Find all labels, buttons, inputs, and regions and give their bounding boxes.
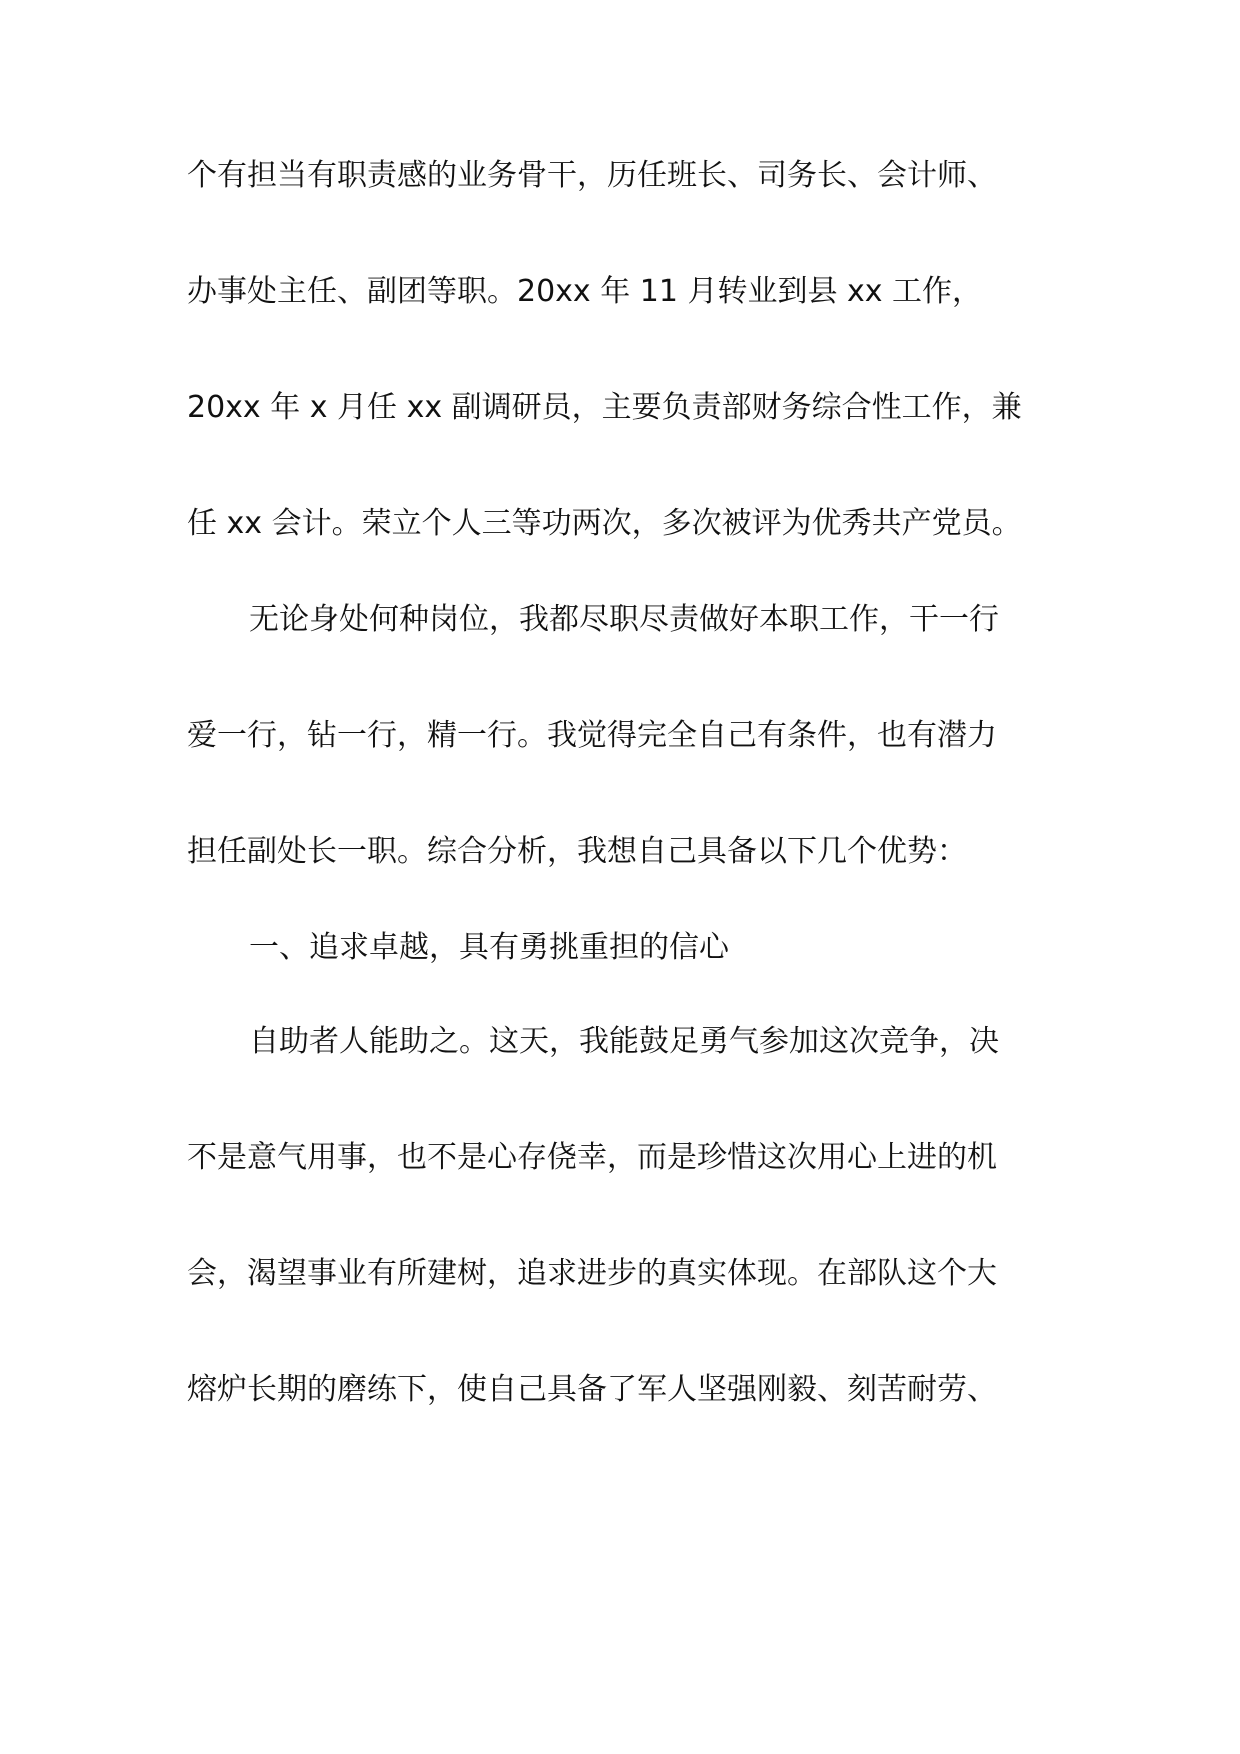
text-line: 个有担当有职责感的业务骨干，历任班长、司务长、会计师、 <box>187 158 997 193</box>
text-line: 熔炉长期的磨练下，使自己具备了军人坚强刚毅、刻苦耐劳、 <box>187 1372 997 1407</box>
text-line: 爱一行，钻一行，精一行。我觉得完全自己有条件，也有潜力 <box>187 718 997 753</box>
paragraph-first-line: 无论身处何种岗位，我都尽职尽责做好本职工作，干一行 <box>249 602 999 637</box>
section-heading: 一、追求卓越，具有勇挑重担的信心 <box>249 930 729 965</box>
text-line: 担任副处长一职。综合分析，我想自己具备以下几个优势： <box>187 834 967 869</box>
paragraph-first-line: 自助者人能助之。这天，我能鼓足勇气参加这次竞争，决 <box>249 1024 999 1059</box>
text-line: 办事处主任、副团等职。20xx 年 11 月转业到县 xx 工作， <box>187 274 983 309</box>
text-line: 任 xx 会计。荣立个人三等功两次，多次被评为优秀共产党员。 <box>187 506 1022 541</box>
text-line: 不是意气用事，也不是心存侥幸，而是珍惜这次用心上进的机 <box>187 1140 997 1175</box>
text-line: 20xx 年 x 月任 xx 副调研员，主要负责部财务综合性工作，兼 <box>187 390 1022 425</box>
text-line: 会，渴望事业有所建树，追求进步的真实体现。在部队这个大 <box>187 1256 997 1291</box>
